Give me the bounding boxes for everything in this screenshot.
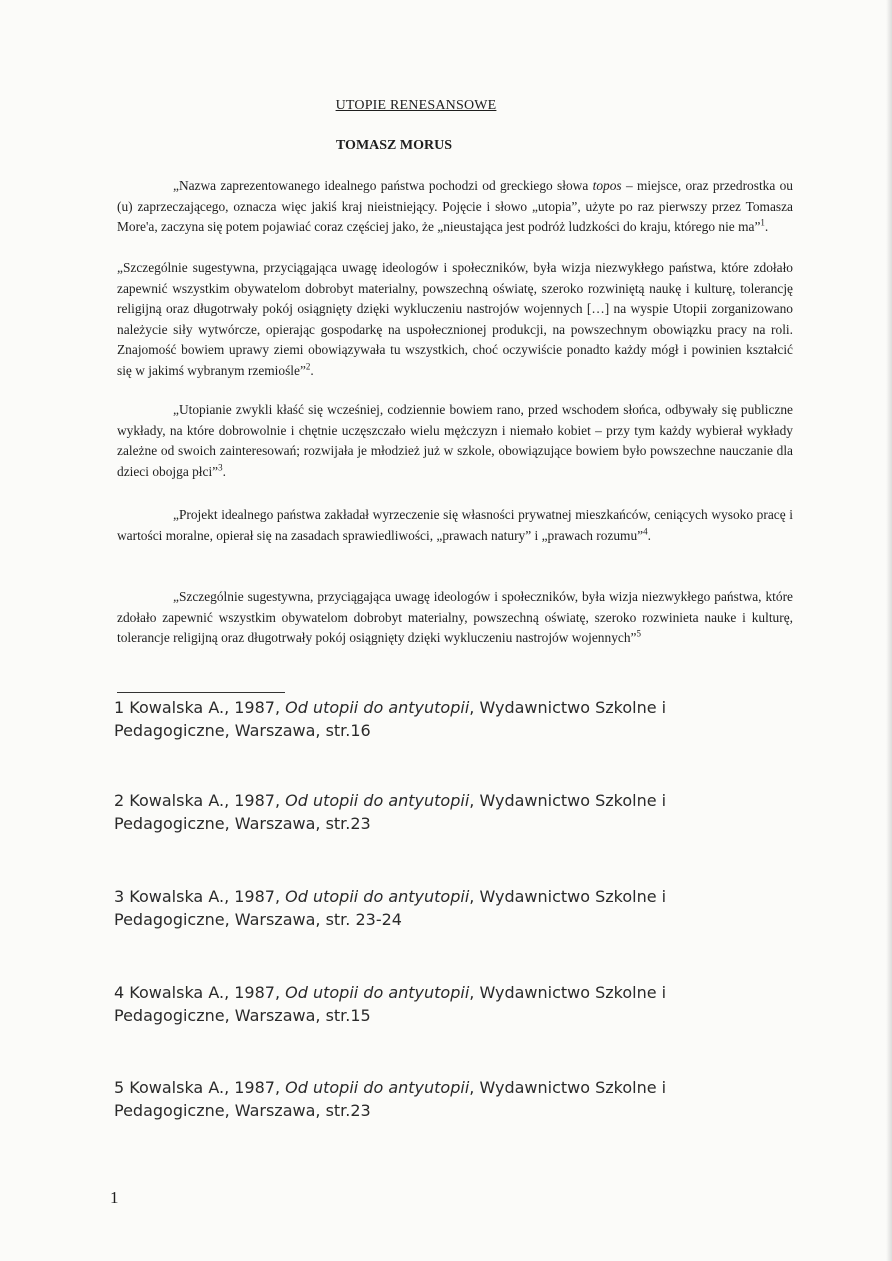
footnote-rest: , Wydawnictwo Szkolne i Pedagogiczne, Warszawa, str. 23-24 bbox=[114, 887, 667, 929]
scan-edge-shadow bbox=[886, 0, 892, 1261]
paragraph-3 bbox=[117, 400, 793, 482]
italic-term: topos bbox=[592, 178, 622, 193]
paragraph-end: . bbox=[647, 527, 651, 543]
document-title: UTOPIE RENESANSOWE bbox=[335, 98, 497, 113]
paragraph-end: . bbox=[222, 463, 226, 479]
footnote-1 bbox=[114, 697, 754, 742]
paragraph-text: – miejsce, oraz przedrostka ou (u) zaprzeczającego, oznacza więc jakiś kraj nieistniejący. Pojęcie i słowo „utopia”, użyte po raz pierwszy przez Tomasza More'a, zaczyna się potem pojawiać coraz częściej jako, że „nieustająca jest podróż ludzkości do kraju, którego nie ma” bbox=[117, 178, 793, 235]
footnote-author: Kowalska A., 1987, bbox=[129, 1078, 286, 1097]
footnote-2 bbox=[114, 790, 754, 835]
footnote-rest: , Wydawnictwo Szkolne i Pedagogiczne, Warszawa, str.16 bbox=[114, 698, 667, 740]
footnote-number: 1 bbox=[114, 698, 125, 717]
paragraph-2 bbox=[117, 258, 793, 382]
footnote-number: 3 bbox=[114, 887, 125, 906]
footnote-author: Kowalska A., 1987, bbox=[129, 887, 286, 906]
footnote-ref: 1 bbox=[760, 217, 765, 228]
paragraph-end: . bbox=[310, 362, 314, 378]
paragraph-1 bbox=[117, 176, 793, 238]
footnote-work: Od utopii do antyutopii bbox=[285, 887, 470, 906]
footnote-work: Od utopii do antyutopii bbox=[285, 698, 470, 717]
footnote-number: 2 bbox=[114, 791, 125, 810]
footnote-ref: 3 bbox=[218, 462, 223, 473]
paragraph-text: „Szczególnie sugestywna, przyciągająca uwagę ideologów i społeczników, była wizja niezwykłego państwa, które zdołało zapewnić wszystkim obywatelom dobrobyt materialny, powszechną oświatę, szeroko rozwinieta nauke i kulturę, tolerancje religijną oraz długotrwały pokój osiągnięty dzięki wykluczeniu nastrojów wojennych” bbox=[117, 589, 793, 646]
footnote-3 bbox=[114, 886, 754, 931]
footnote-ref: 4 bbox=[643, 526, 648, 537]
footnote-number: 4 bbox=[114, 983, 125, 1002]
footnote-work: Od utopii do antyutopii bbox=[285, 983, 470, 1002]
footnote-ref: 5 bbox=[636, 628, 641, 639]
footnote-rest: , Wydawnictwo Szkolne i Pedagogiczne, Warszawa, str.23 bbox=[114, 791, 667, 833]
footnote-author: Kowalska A., 1987, bbox=[129, 983, 286, 1002]
paragraph-4 bbox=[117, 505, 793, 546]
paragraph-text: „Projekt idealnego państwa zakładał wyrzeczenie się własności prywatnej mieszkańców, ceniących wysoko pracę i wartości moralne, opierał się na zasadach sprawiedliwości, „prawach natury” i „prawach rozumu” bbox=[117, 507, 793, 543]
footnote-4 bbox=[114, 982, 754, 1027]
paragraph-end: . bbox=[764, 219, 769, 235]
paragraph-text: „Szczególnie sugestywna, przyciągająca uwagę ideologów i społeczników, była wizja niezwykłego państwa, które zdołało zapewnić wszystkim obywatelom dobrobyt materialny, powszechną oświatę, szeroko rozwiniętą naukę i kulturę, tolerancję religijną oraz długotrwały pokój osiągnięty dzięki wykluczeniu nastrojów wojennych […] na wyspie Utopii zorganizowano należycie siły wytwórcze, opierając gospodarkę na uspołecznionej produkcji, na powszechnym obowiązku pracy na roli. Znajomość bowiem uprawy ziemi obowiązywała tu wszystkich, choć oczywiście ponadto każdy mógł i powinien kształcić się w jakimś wybranym rzemiośle” bbox=[117, 260, 793, 378]
paragraph-text: „Utopianie zwykli kłaść się wcześniej, codziennie bowiem rano, przed wschodem słońca, odbywały się publiczne wykłady, na które dobrowolnie i chętnie uczęszczało wielu mężczyzn i niemało kobiet – przy tym każdy wybierał wykłady zależne od swoich zainteresowań; rozwijała je młodzież już w szkole, obowiązujące bowiem było powszechne nauczanie dla dzieci obojga płci” bbox=[117, 402, 793, 479]
document-subtitle: TOMASZ MORUS bbox=[335, 138, 453, 153]
footnote-ref: 2 bbox=[305, 361, 311, 372]
page-number: 1 bbox=[110, 1188, 119, 1207]
footnote-author: Kowalska A., 1987, bbox=[129, 698, 286, 717]
paragraph-5 bbox=[117, 587, 793, 649]
footnote-work: Od utopii do antyutopii bbox=[285, 791, 470, 810]
footnote-separator bbox=[117, 692, 285, 693]
footnote-5 bbox=[114, 1077, 754, 1122]
footnote-rest: , Wydawnictwo Szkolne i Pedagogiczne, Warszawa, str.15 bbox=[114, 983, 667, 1025]
paragraph-text: „Nazwa zaprezentowanego idealnego państwa pochodzi od greckiego słowa bbox=[173, 178, 593, 193]
footnote-number: 5 bbox=[114, 1078, 125, 1097]
footnote-work: Od utopii do antyutopii bbox=[285, 1078, 470, 1097]
footnote-author: Kowalska A., 1987, bbox=[129, 791, 286, 810]
footnote-rest: , Wydawnictwo Szkolne i Pedagogiczne, Warszawa, str.23 bbox=[114, 1078, 667, 1120]
